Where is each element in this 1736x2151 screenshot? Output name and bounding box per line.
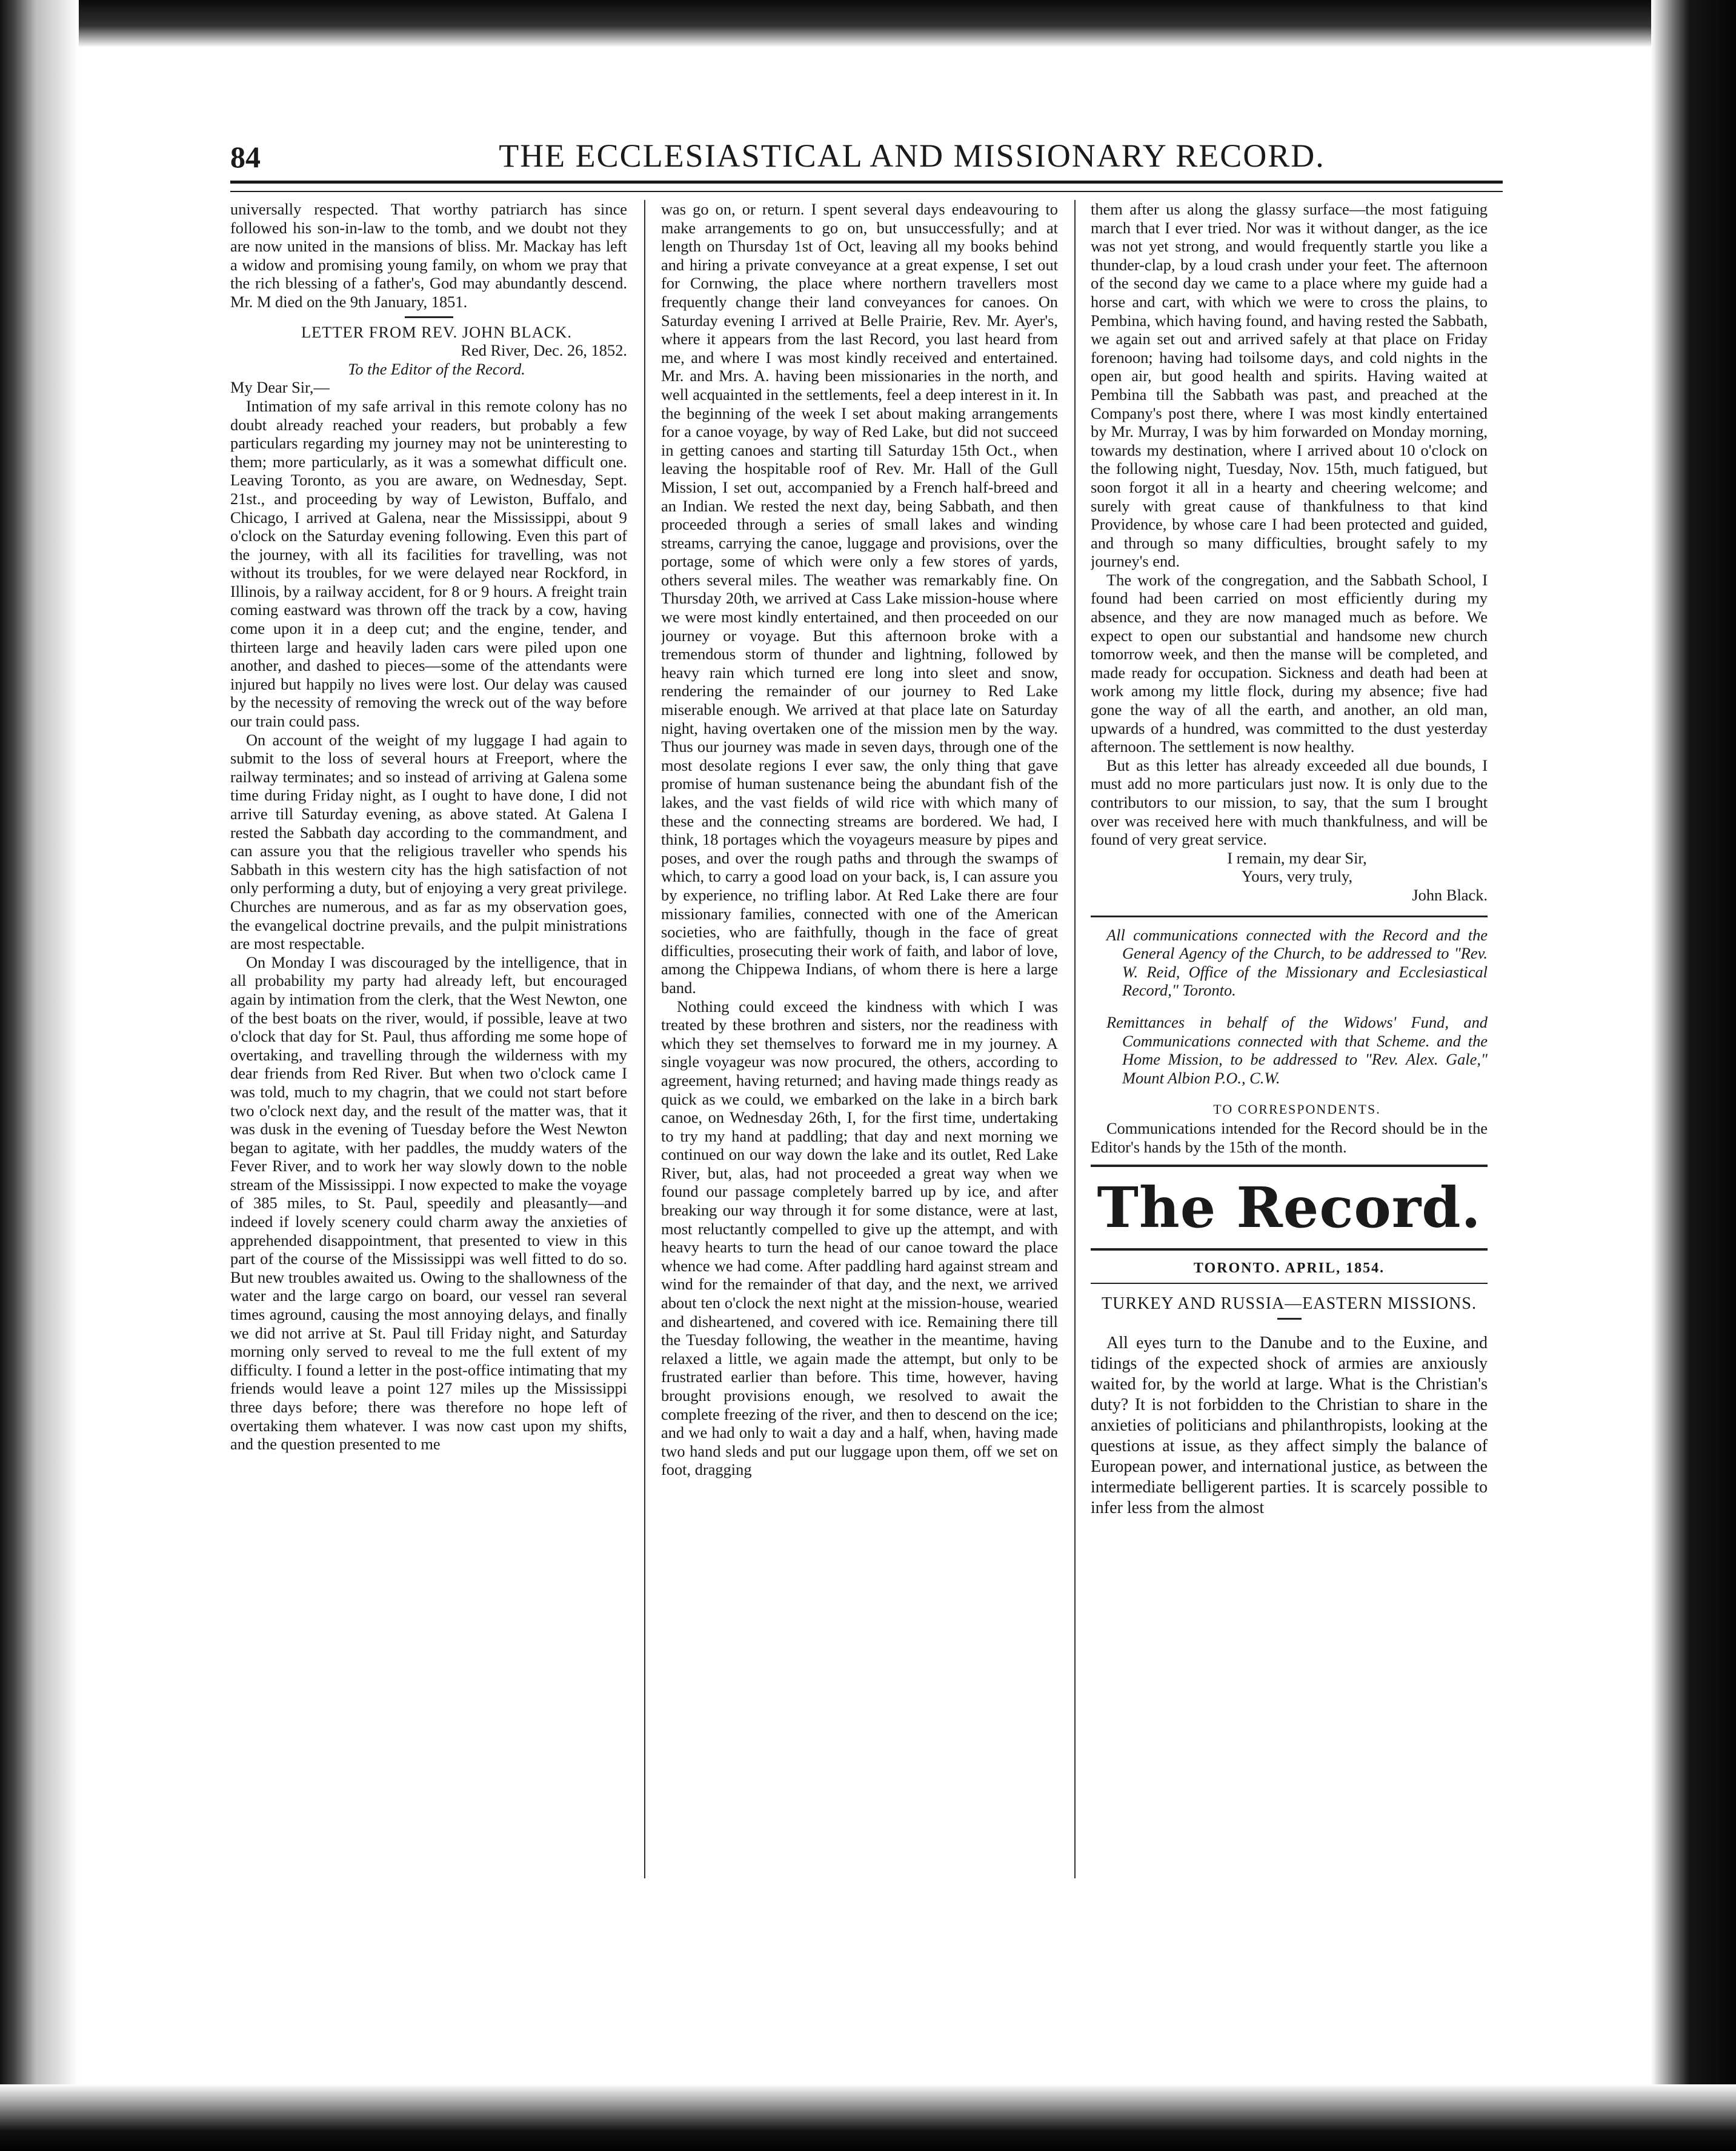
letter-closing: I remain, my dear Sir, — [1227, 848, 1367, 867]
section-rule — [1091, 916, 1488, 917]
article-title: TURKEY AND RUSSIA—EASTERN MISSIONS. — [1102, 1294, 1477, 1313]
letter-paragraph: was go on, or return. I spent several days endeavouring to make arrangements to go on, but unsuccessfully; and at length on Thursday 1st of Oct, leaving all my books behind and hiring a private conveyance at a great expense, I set out for Cornwing, the place where northern travellers most frequently change their land conveyances for canoes. On Saturday evening I arrived at Belle Prairie, Rev. Mr. Ayer's, where it appears from the last Record, you last heard from me, and where I was most kindly received and entertained. Mr. and Mrs. A. having been missionaries in the north, and well acquainted in the settlements, feel a deep interest in it. In the beginning of the week I set about making arrangements for a canoe voyage, by way of Red Lake, but did not succeed in getting canoes and starting till Saturday 15th Oct., when leaving the hospitable roof of Rev. Mr. Hall of the Gull Mission, I set out, accompanied by a French half-breed and an Indian. We rested the next day, being Sabbath, and then proceeded through a series of small lakes and winding streams, carrying the canoe, luggage and provisions, over the portage, some of which were only a few stores of yards, others several miles. The weather was remarkably fine. On Thursday 20th, we arrived at Cass Lake mission-house where we were most kindly entertained, and then proceeded on our journey or voyage. But this afternoon broke with a tremendous storm of thunder and lightning, followed by heavy rain which turned ere long into sleet and snow, rendering the remainder of our journey to Red Lake miserable enough. We arrived at that place late on Saturday night, having overtaken one of the mission men by the way. Thus our journey was made in seven days, through one of the most desolate regions I ever saw, the only thing that gave promise of human sustenance being the abundant fish of the lakes, and the vast fields of wild rice with which many of these and the connecting streams are bordered. We had, I think, 18 portages which the voyageurs measure by pipes and poses, and over the rough paths and through the swamps of which, to carry a good load on your back, is, I can assure you by experience, no trifling labor. At Red Lake there are four missionary families, connected with one of the American societies, who are faithfully, though in the face of great difficulties, prosecuting their work of faith, and labor of love, among the Chippewa Indians, of whom there is here a large band. — [661, 200, 1058, 997]
letter-salutation: My Dear Sir,— — [230, 378, 330, 397]
letter-signature: John Black. — [1412, 885, 1488, 904]
column-3 — [1091, 200, 1488, 1878]
running-title: THE ECCLESIASTICAL AND MISSIONARY RECORD. — [499, 138, 1325, 174]
masthead-title: The Record. — [1097, 1175, 1482, 1241]
newspaper-page — [230, 115, 1503, 1884]
scan-border-right — [1651, 0, 1736, 2151]
column-rule — [644, 200, 645, 1878]
letter-paragraph: On account of the weight of my luggage I had again to submit to the loss of several hours at Freeport, where the railway terminates; and so instead of arriving at Galena some time during Friday night, as I ought to have done, I did not arrive till Saturday evening, as above stated. At Galena I rested the Sabbath day according to the commandment, and can assure you that the religious traveller who spends his Sabbath in this western city has the high satisfaction of not only performing a duty, but of enjoying a very great privilege. Churches are numerous, and as far as my observation goes, the evangelical doctrine prevails, and the pulpit ministrations are most respectable. — [230, 730, 627, 953]
letter-paragraph: Intimation of my safe arrival in this remote colony has no doubt already reached your readers, but probably a few particulars regarding my journey may not be uninteresting to them; more particularly, as it was a somewhat difficult one. Leaving Toronto, as you are aware, on Wednesday, Sept. 21st., and proceeding by way of Lewiston, Buffalo, and Chicago, I arrived at Galena, near the Mississippi, about 9 o'clock on the Saturday evening following. Even this part of the journey, with all its facilities for travelling, was not without its troubles, for we were delayed near Rockford, in Illinois, by a railway accident, for 8 or 9 hours. A freight train coming eastward was thrown off the track by a cow, having come upon it in a deep cut; and the engine, tender, and thirteen large and heavily laden cars were piled upon one another, and dashed to pieces—some of the attendants were injured but happily no lives were lost. Our delay was caused by the necessity of removing the wreck out of the way before our train could pass. — [230, 396, 627, 731]
letter-paragraph: them after us along the glassy surface—the most fatiguing march that I ever tried. Nor was it without danger, as the ice was not yet strong, and would frequently startle you like a thunder-clap, by a loud crash under your feet. The afternoon of the second day we came to a place where my guide had a horse and cart, with which we were to cross the plains, to Pembina, which having found, and having rested the Sabbath, we again set out and arrived safely at that place on Friday forenoon; having had toilsome days, and cold nights in the open air, but good health and spirits. Having waited at Pembina till the Sabbath was past, and preached at the Company's post there, where I was most kindly entertained by Mr. Murray, I was by him forwarded on Monday morning, towards my destination, where I arrived about 10 o'clock on the following night, Tuesday, Nov. 15th, much fatigued, but soon forgot it all in a hearty and cheering welcome; and surely with great cause of thankfulness to that kind Providence, by whose care I had been protected and guided, and through so many difficulties, brought safely to my journey's end. — [1091, 200, 1488, 571]
letter-place-date: Red River, Dec. 26, 1852. — [461, 341, 627, 360]
section-rule — [405, 316, 453, 318]
article-paragraph: All eyes turn to the Danube and to the Euxine, and tidings of the expected shock of armies are anxiously waited for, by the world at large. What is the Christian's duty? It is not forbidden to the Christian to share in the anxieties of politicians and philanthropists, looking at the questions at issue, as they affect simply the balance of European power, and international justice, as between the intermediate belligerent parties. It is scarcely possible to infer less from the almost — [1091, 1334, 1488, 1518]
dateline-rule — [1091, 1283, 1488, 1284]
letter-paragraph: On Monday I was discouraged by the intelligence, that in all probability my party had already left, but encouraged again by intimation from the clerk, that the West Newton, one of the best boats on the river, would, if possible, leave at two o'clock that day for St. Paul, thus affording me some hope of overtaking, and travelling through the wilderness with my dear friends from Red River. But when two o'clock came I was told, much to my chagrin, that we could not start before two o'clock next day, and the result of the matter was, that it was dusk in the evening of Tuesday before the West Newton began to agitate, with her paddles, the muddy waters of the Fever River, and to work her way slowly down to the noble stream of the Mississippi. I now expected to make the voyage of 385 miles, to St. Paul, speedily and pleasantly—and indeed if lovely scenery could charm away the anxieties of apprehended disappointment, that presented to view in this part of the course of the Mississippi was well fitted to do so. But new troubles awaited us. Owing to the shallowness of the water and the large cargo on board, our vessel ran several times aground, causing the most annoying delays, and finally we did not arrive at St. Paul till Friday night, and Saturday morning only served to reveal to me the full extent of my difficulty. I found a letter in the post-office intimating that my friends would leave a point 127 miles up the Mississippi three days before; there was therefore no hope left of overtaking them whatever. I was now cast upon my shifts, and the question presented to me — [230, 952, 627, 1454]
scan-border-left — [0, 0, 79, 2151]
column-rule — [1074, 200, 1076, 1878]
issue-dateline: TORONTO. APRIL, 1854. — [1193, 1260, 1385, 1277]
editorial-notices — [1091, 926, 1488, 1088]
to-correspondents-heading: TO CORRESPONDENTS. — [1213, 1102, 1381, 1117]
letter-addressee: To the Editor of the Record. — [348, 359, 525, 378]
scan-border-top — [0, 0, 1736, 47]
scan-border-bottom — [0, 2084, 1736, 2151]
section-rule — [1277, 1318, 1302, 1320]
header-rule — [230, 181, 1503, 192]
page-number: 84 — [230, 140, 261, 174]
masthead-frame — [1091, 1165, 1488, 1251]
correspondents-note: Communications intended for the Record should be in the Editor's hands by the 15th of the month. — [1091, 1119, 1488, 1156]
letter-closing: Yours, very truly, — [1241, 867, 1353, 886]
letter-paragraph: The work of the congregation, and the Sabbath School, I found had been carried on most efficiently during my absence, and they are now managed much as before. We expect to open our substantial and handsome new church tomorrow week, and then the manse will be completed, and made ready for occupation. Sickness and death had been at work among my little flock, during my absence; five had gone the way of all the earth, and another, an old man, upwards of a hundred, was committed to the dust yesterday afternoon. The settlement is now healthy. — [1091, 570, 1488, 756]
obituary-continuation: universally respected. That worthy patriarch has since followed his son-in-law to the tomb, and we doubt not they are now united in the mansions of bliss. Mr. Mackay has left a widow and promising young family, on whom we pray that the rich blessing of a father's, God may abundantly descend. Mr. M died on the 9th January, 1851. — [230, 200, 627, 311]
column-1 — [230, 200, 627, 1878]
letter-paragraph: But as this letter has already exceeded all due bounds, I must add no more particulars just now. It is only due to the contributors to our mission, to say, that the sum I brought over was received here with much thankfulness, and will be found of very great service. — [1091, 756, 1488, 849]
column-2 — [661, 200, 1058, 1878]
letter-paragraph: Nothing could exceed the kindness with which I was treated by these brothren and sisters, nor the readiness with which they set themselves to forward me in my journey. A single voyageur was now procured, the others, according to agreement, having returned; and having made things ready as quick as we could, we embarked on the lake in a birch bark canoe, on Wednesday 26th, I, for the first time, undertaking to try my hand at paddling; that day and next morning we continued on our way down the lake and its outlet, Red Lake River, but, alas, had not proceeded a great way when we found our passage completely barred up by ice, and after breaking our way through it for some distance, were at last, most reluctantly compelled to give up the attempt, and with heavy hearts to turn the head of our canoe toward the place whence we had come. After paddling hard against stream and wind for the remainder of that day, and the next, we arrived about ten o'clock the next night at the mission-house, wearied and disheartened, and covered with ice. Remaining there till the Tuesday following, the weather in the meantime, having relaxed a little, we again made the attempt, but only to be frustrated earlier than before. This time, however, having brought provisions enough, we resolved to await the complete freezing of the river, and then to descend on the ice; and we had only to wait a day and a half, when, having made two hand sleds and put our luggage upon them, off we set on foot, dragging — [661, 997, 1058, 1479]
letter-title: LETTER FROM REV. JOHN BLACK. — [301, 322, 572, 341]
notice-communications: All communications connected with the Record and the General Agency of the Church, to be addressed to "Rev. W. Reid, Office of the Missionary and Ecclesiastical Record," Toronto. — [1106, 925, 1488, 1000]
notice-remittances: Remittances in behalf of the Widows' Fund, and Communications connected with that Scheme. and the Home Mission, to be addressed to "Rev. Alex. Gale," Mount Albion P.O., C.W. — [1106, 1012, 1488, 1087]
